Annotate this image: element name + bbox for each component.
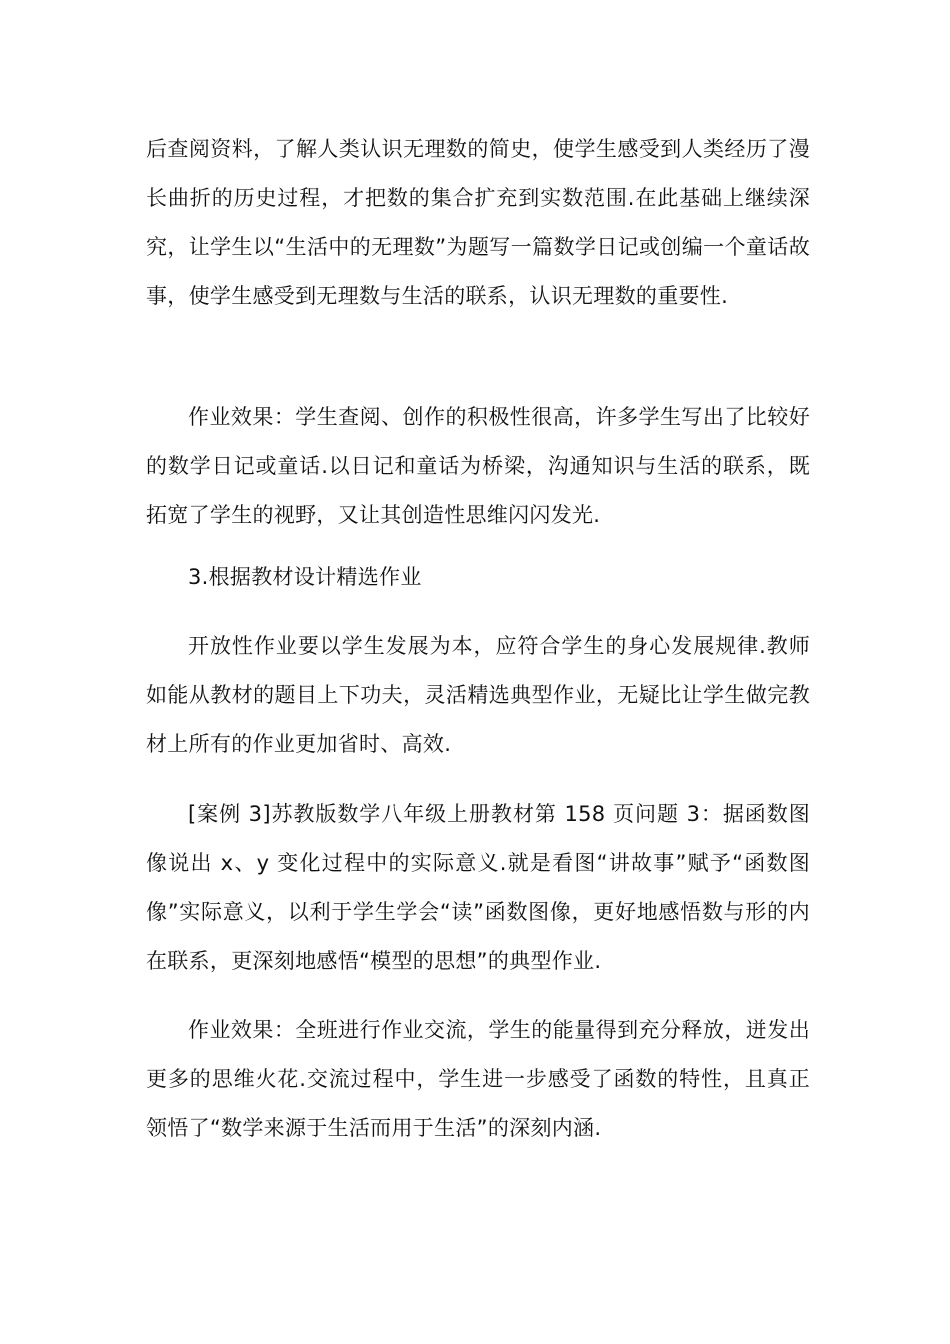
paragraph-continuation: 后查阅资料，了解人类认识无理数的简史，使学生感受到人类经历了漫长曲折的历史过程，才把数的集合扩充到实数范围.在此基础上继续深究，让学生以“生活中的无理数”为题写一篇数学日记或创编一个童话故事，使学生感受到无理数与生活的联系，认识无理数的重要性. [146,137,810,308]
section-heading: 3.根据教材设计精选作业 [188,565,422,589]
paragraph-homework-effect-1: 作业效果：学生查阅、创作的积极性很高，许多学生写出了比较好的数学日记或童话.以日记和童话为桥梁，沟通知识与生活的联系，既拓宽了学生的视野，又让其创造性思维闪闪发光. [146,405,810,527]
paragraph-homework-effect-2: 作业效果：全班进行作业交流，学生的能量得到充分释放，迸发出更多的思维火花.交流过程中，学生进一步感受了函数的特性，且真正领悟了“数学来源于生活而用于生活”的深刻内涵. [146,1018,810,1140]
paragraph-open-homework: 开放性作业要以学生发展为本，应符合学生的身心发展规律.教师如能从教材的题目上下功夫，灵活精选典型作业，无疑比让学生做完教材上所有的作业更加省时、高效. [146,634,810,756]
paragraph-case-3: [案例 3]苏教版数学八年级上册教材第 158 页问题 3：据函数图像说出 x、y 变化过程中的实际意义.就是看图“讲故事”赋予“函数图像”实际意义，以利于学生学会“读”函数图像，更好地感悟数与形的内在联系，更深刻地感悟“模型的思想”的典型作业. [146,802,810,973]
